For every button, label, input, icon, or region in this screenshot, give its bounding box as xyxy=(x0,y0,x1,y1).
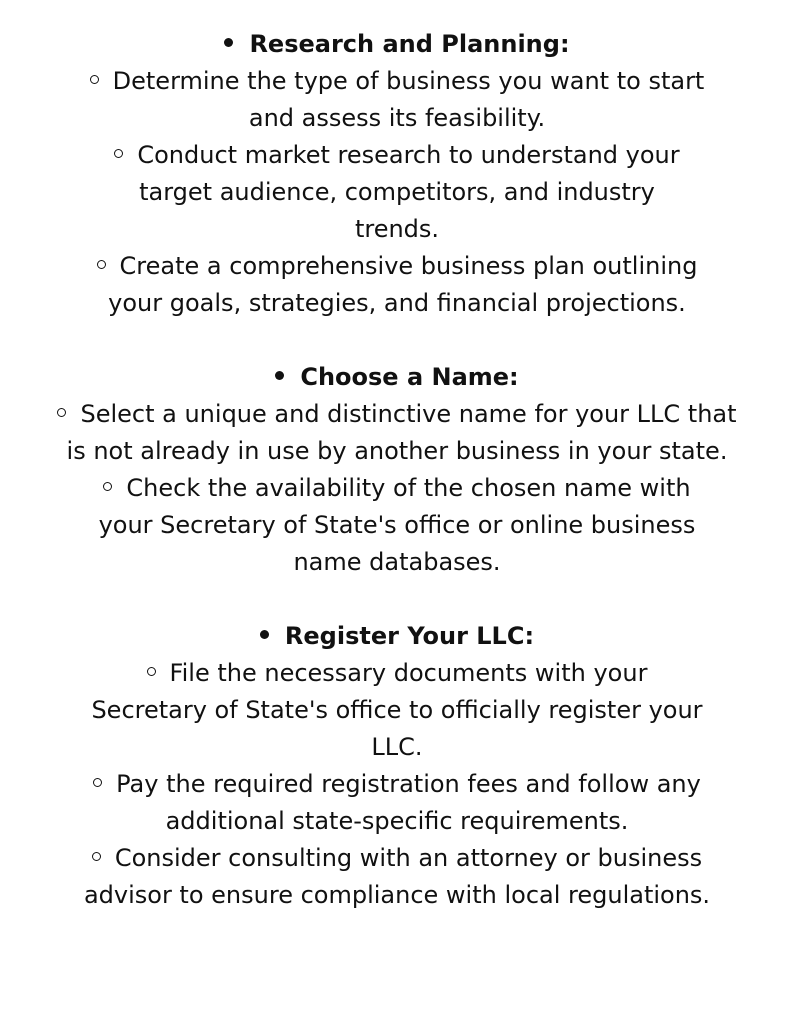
hollow-bullet-icon xyxy=(93,778,102,787)
list-item xyxy=(87,655,707,766)
section-heading xyxy=(0,359,794,396)
hollow-bullet-icon xyxy=(147,667,156,676)
section-research-planning xyxy=(0,26,794,322)
list-item-text: Check the availability of the chosen name with your Secretary of State's office or online business name databases. xyxy=(98,474,696,576)
list-item xyxy=(72,63,722,137)
section-heading-text: Register Your LLC: xyxy=(284,622,535,650)
list-item-text: Create a comprehensive business plan outlining your goals, strategies, and financial projections. xyxy=(108,252,698,317)
hollow-bullet-icon xyxy=(90,75,99,84)
list-item-text: Consider consulting with an attorney or business advisor to ensure compliance with local regulations. xyxy=(83,844,711,909)
hollow-bullet-icon xyxy=(103,482,112,491)
section-heading-text: Choose a Name: xyxy=(300,363,519,391)
section-choose-name xyxy=(0,359,794,581)
list-item-text: File the necessary documents with your Secretary of State's office to officially register your LLC. xyxy=(91,659,703,761)
hollow-bullet-icon xyxy=(57,408,66,417)
list-item-text: Determine the type of business you want to start and assess its feasibility. xyxy=(112,67,705,132)
section-heading-text: Research and Planning: xyxy=(249,30,570,58)
filled-bullet-icon xyxy=(224,38,233,47)
filled-bullet-icon xyxy=(260,630,269,639)
hollow-bullet-icon xyxy=(92,852,101,861)
list-item-text: Pay the required registration fees and follow any additional state-specific requirements. xyxy=(116,770,701,835)
list-item-text: Conduct market research to understand your target audience, competitors, and industry trends. xyxy=(137,141,680,243)
list-item xyxy=(97,137,697,248)
section-heading xyxy=(0,618,794,655)
list-item xyxy=(57,766,737,840)
list-item xyxy=(77,470,717,581)
list-item xyxy=(52,396,742,470)
hollow-bullet-icon xyxy=(114,149,123,158)
filled-bullet-icon xyxy=(275,371,284,380)
list-item-text: Select a unique and distinctive name for your LLC that is not already in use by another business in your state. xyxy=(66,400,737,465)
list-item xyxy=(57,840,737,914)
section-register-llc xyxy=(0,618,794,914)
section-heading xyxy=(0,26,794,63)
list-item xyxy=(67,248,727,322)
hollow-bullet-icon xyxy=(97,260,106,269)
